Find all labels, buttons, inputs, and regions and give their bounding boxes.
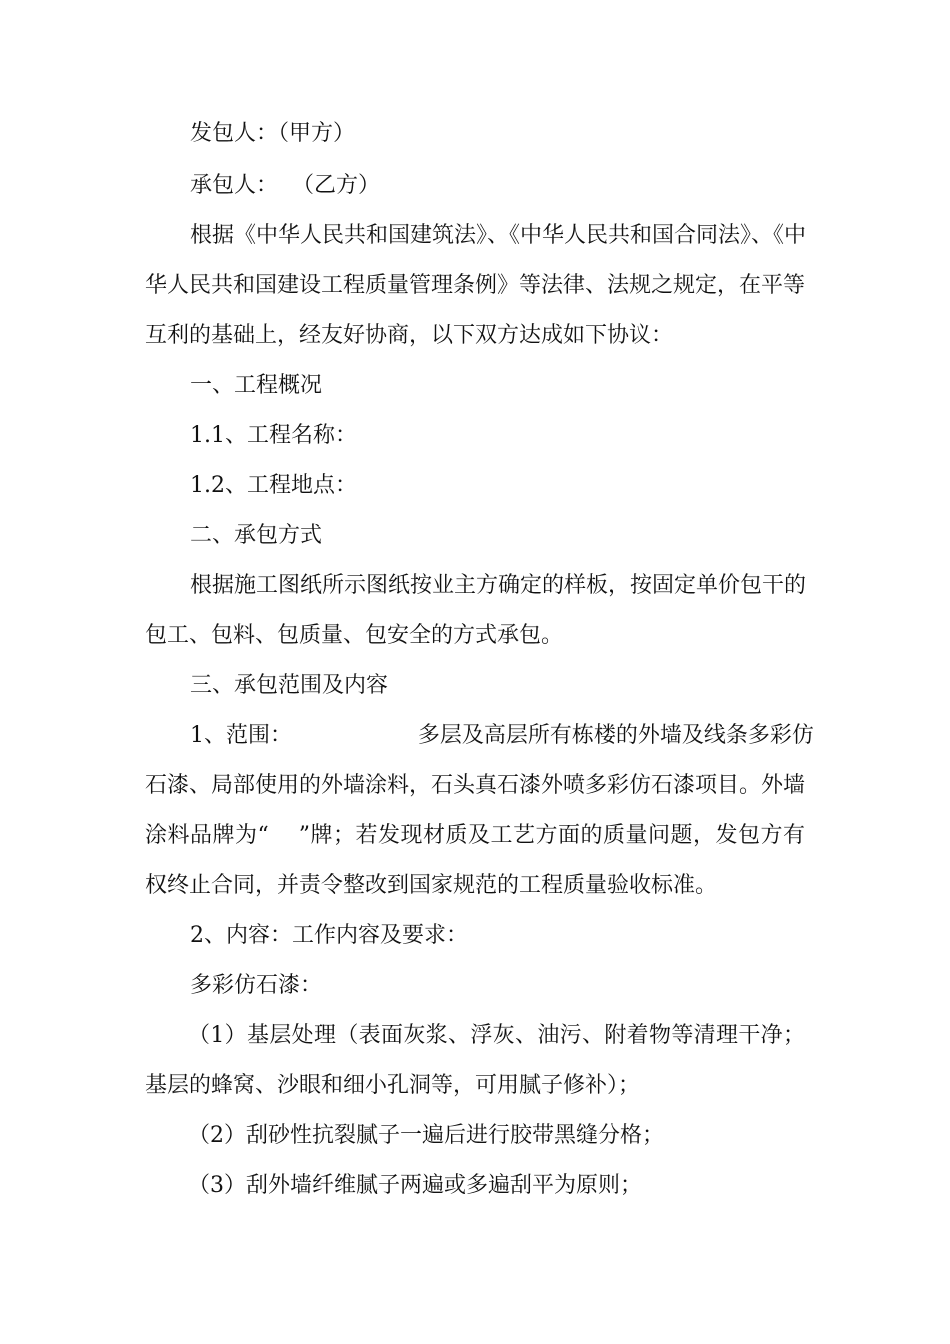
scope-line-2: 石漆、局部使用的外墙涂料，石头真石漆外喷多彩仿石漆项目。外墙: [145, 773, 806, 798]
item-1-1: 1.1、工程名称：: [190, 423, 357, 448]
step-1-line-2: 基层的蜂窝、沙眼和细小孔洞等，可用腻子修补）；: [145, 1073, 641, 1098]
intro-line-2: 华人民共和国建设工程质量管理条例》等法律、法规之规定，在平等: [145, 273, 806, 298]
scope-line-4: 权终止合同，并责令整改到国家规范的工程质量验收标准。: [145, 873, 718, 898]
party-b-line: 承包人： （乙方）: [190, 173, 380, 198]
item-1-2: 1.2、工程地点：: [190, 473, 357, 498]
intro-line-1: 根据《中华人民共和国建筑法》、《中华人民共和国合同法》、《中: [190, 223, 807, 248]
section-2-body-1: 根据施工图纸所示图纸按业主方确定的样板，按固定单价包干的: [190, 573, 807, 598]
paint-title: 多彩仿石漆：: [190, 973, 323, 998]
scope-line-1: 1、范围： 多层及高层所有栋楼的外墙及线条多彩仿: [190, 723, 814, 748]
step-2: （2）刮砂性抗裂腻子一遍后进行胶带黑缝分格；: [188, 1123, 664, 1148]
section-2-body-2: 包工、包料、包质量、包安全的方式承包。: [145, 623, 564, 648]
step-1-line-1: （1）基层处理（表面灰浆、浮灰、油污、附着物等清理干净；: [188, 1023, 805, 1048]
intro-line-3: 互利的基础上，经友好协商，以下双方达成如下协议：: [145, 323, 674, 348]
party-a-line: 发包人：（甲方）: [190, 121, 356, 146]
step-3: （3）刮外墙纤维腻子两遍或多遍刮平为原则；: [188, 1173, 642, 1198]
section-1-title: 一、工程概况: [190, 373, 323, 398]
content-title: 2、内容：工作内容及要求：: [190, 923, 468, 948]
section-3-title: 三、承包范围及内容: [190, 673, 389, 698]
scope-line-3: 涂料品牌为“ ”牌；若发现材质及工艺方面的质量问题，发包方有: [145, 823, 805, 848]
section-2-title: 二、承包方式: [190, 523, 323, 548]
